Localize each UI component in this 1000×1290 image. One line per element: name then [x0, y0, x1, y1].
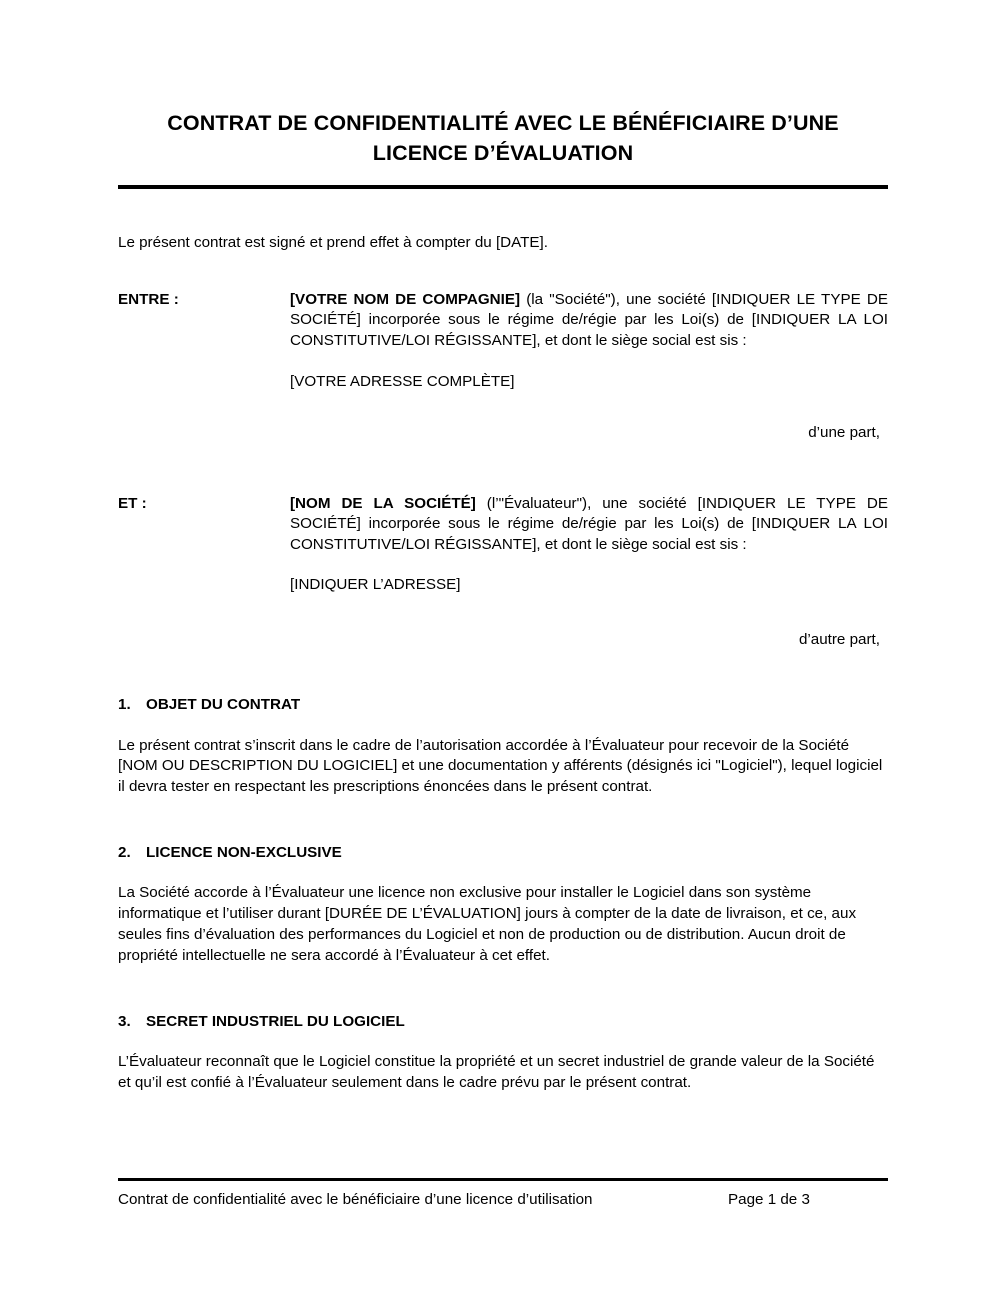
page-title: CONTRAT DE CONFIDENTIALITÉ AVEC LE BÉNÉFICIAIRE D’UNE LICENCE D’ÉVALUATION — [167, 111, 839, 165]
footer-page-number: Page 1 de 3 — [728, 1191, 810, 1208]
section-1-title: OBJET DU CONTRAT — [146, 696, 301, 713]
section-3-heading — [118, 1012, 888, 1033]
party-closing-first: d’une part, — [808, 424, 880, 441]
party-description-first: (la "Société"), une société [INDIQUER LE TYPE DE SOCIÉTÉ] incorporée sous le régime de/régie par les Loi(s) de [INDIQUER LA LOI CONSTITUTIVE/LOI RÉGISSANTE], et dont le siège social est sis : — [290, 290, 888, 349]
page-footer — [118, 1178, 888, 1211]
section-1-number: 1. — [118, 696, 131, 713]
section-1-body: Le présent contrat s’inscrit dans le cadre de l’autorisation accordée à l’Évaluateur pour recevoir de la Société [NOM OU DESCRIPTION DU LOGICIEL] et une documentation y afférents (désignés ici "Logiciel"), lequel logiciel il devra tester en respectant les prescriptions énoncées dans le présent contrat. — [118, 736, 883, 796]
section-2-body: La Société accorde à l’Évaluateur une licence non exclusive pour installer le Logiciel dans son système informatique et l’utiliser durant [DURÉE DE L’ÉVALUATION] jours à compter de la date de livraison, et ce, aux seules fins d’évaluation des performances du Logiciel et non de production ou de distribution. Aucun droit de propriété intellectuelle ne sera accordé à l’Évaluateur à cet effet. — [118, 884, 857, 964]
footer-row — [118, 1190, 888, 1211]
party-name-second: [NOM DE LA SOCIÉTÉ] — [290, 494, 476, 512]
section-2-heading — [118, 843, 888, 864]
party-name-first: [VOTRE NOM DE COMPAGNIE] — [290, 290, 521, 308]
section-3 — [118, 1012, 888, 1094]
party-label-et: ET : — [118, 494, 147, 512]
intro-paragraph: Le présent contrat est signé et prend effet à compter du [DATE]. — [118, 234, 548, 251]
title-divider — [118, 185, 888, 189]
party-block-first — [118, 290, 888, 444]
section-1 — [118, 695, 888, 798]
party-body-first — [290, 290, 888, 352]
document-content — [118, 0, 888, 1109]
party-block-second — [118, 494, 888, 651]
section-1-heading — [118, 695, 888, 716]
party-closing-second: d’autre part, — [798, 630, 880, 648]
party-address-first: [VOTRE ADRESSE COMPLÈTE] — [290, 372, 515, 390]
party-description-second: (l’"Évaluateur"), une société [INDIQUER LE TYPE DE SOCIÉTÉ] incorporée sous le régime de/régie par les Loi(s) de [INDIQUER LA LOI CONSTITUTIVE/LOI RÉGISSANTE], et dont le siège social est sis : — [290, 494, 889, 553]
section-3-number: 3. — [118, 1012, 131, 1030]
party-body-second — [290, 494, 888, 556]
section-2-number: 2. — [118, 843, 131, 861]
party-label-entre: ENTRE : — [118, 290, 179, 308]
section-2-title: LICENCE NON-EXCLUSIVE — [146, 843, 342, 861]
section-2 — [118, 843, 888, 967]
party-address-second: [INDIQUER L’ADRESSE] — [290, 576, 461, 593]
section-3-title: SECRET INDUSTRIEL DU LOGICIEL — [146, 1012, 405, 1030]
footer-document-name: Contrat de confidentialité avec le bénéficiaire d’une licence d’utilisation — [118, 1191, 593, 1208]
footer-divider — [118, 1178, 888, 1181]
section-3-body: L’Évaluateur reconnaît que le Logiciel constitue la propriété et un secret industriel de grande valeur de la Société et qu’il est confié à l’Évaluateur seulement dans le cadre prévu par le présent contrat. — [118, 1053, 875, 1091]
